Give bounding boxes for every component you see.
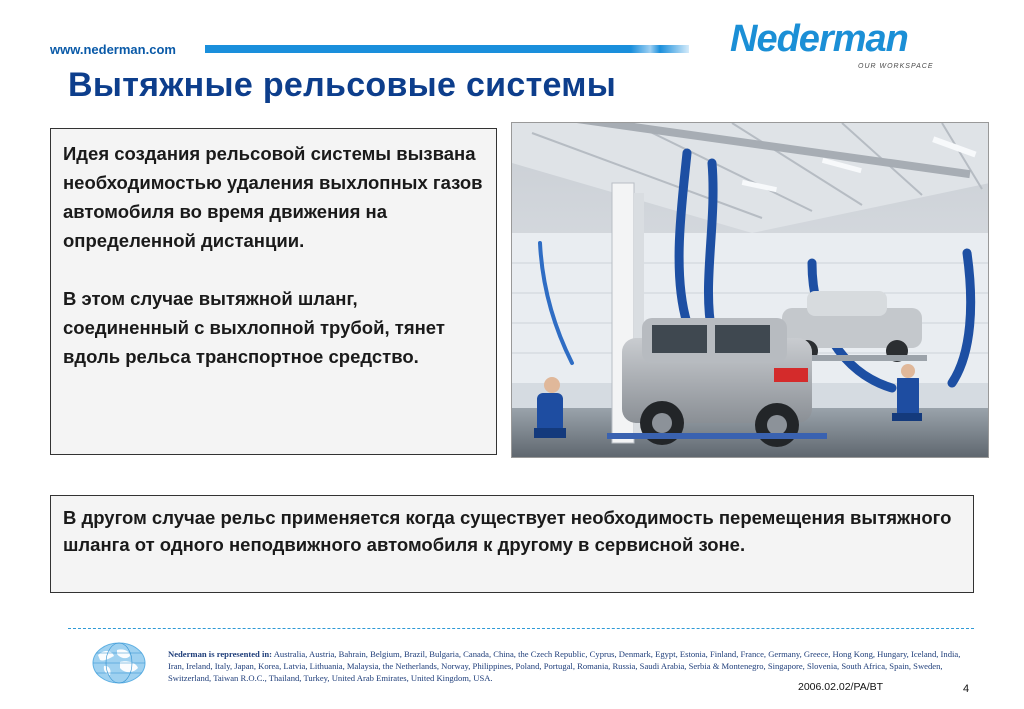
header-accent-bar — [205, 45, 689, 53]
world-globe-icon — [90, 640, 148, 686]
represented-label: Nederman is represented in: — [168, 649, 272, 659]
workshop-illustration — [512, 123, 989, 458]
page-number: 4 — [963, 683, 970, 695]
nederman-logo — [730, 18, 970, 78]
site-url[interactable]: www.nederman.com — [50, 42, 176, 57]
intro-paragraph-2: В этом случае вытяжной шланг, соединенный с выхлопной трубой, тянет вдоль рельса транспортное средство. — [63, 288, 445, 367]
logo-wordmark: Nederman — [730, 18, 908, 60]
logo-tagline: OUR WORKSPACE — [858, 63, 934, 70]
footer-divider — [68, 628, 974, 629]
document-code: 2006.02.02/PA/BT — [798, 681, 884, 693]
workshop-photo — [511, 122, 989, 458]
intro-paragraph-1: Идея создания рельсовой системы вызвана необходимостью удаления выхлопных газов автомобиля во время движения на определенной дистанции. — [63, 143, 483, 251]
page-title: Вытяжные рельсовые системы — [68, 66, 617, 104]
intro-text-box — [50, 128, 497, 455]
representation-countries — [168, 648, 968, 684]
rail-usage-paragraph: В другом случае рельс применяется когда существует необходимость перемещения вытяжного шланга от одного неподвижного автомобиля к другому в сервисной зоне. — [63, 507, 952, 555]
countries-list: Australia, Austria, Bahrain, Belgium, Brazil, Bulgaria, Canada, China, the Czech Republic, Cyprus, Denmark, Egypt, Estonia, Finland, France, Germany, Greece, Hong Kong, Hungary, Iceland, India, Iran, Ireland, Italy, Japan, Korea, Latvia, Lithuania, Malaysia, the Netherlands, Norway, Philippines, Poland, Portugal, Romania, Russia, Saudi Arabia, Serbia & Montenegro, Singapore, Slovenia, South Africa, Spain, Sweden, Switzerland, Taiwan R.O.C., Thailand, Turkey, United Arab Emirates, United Kingdom, USA. — [168, 649, 961, 683]
rail-usage-text-box — [50, 495, 974, 593]
